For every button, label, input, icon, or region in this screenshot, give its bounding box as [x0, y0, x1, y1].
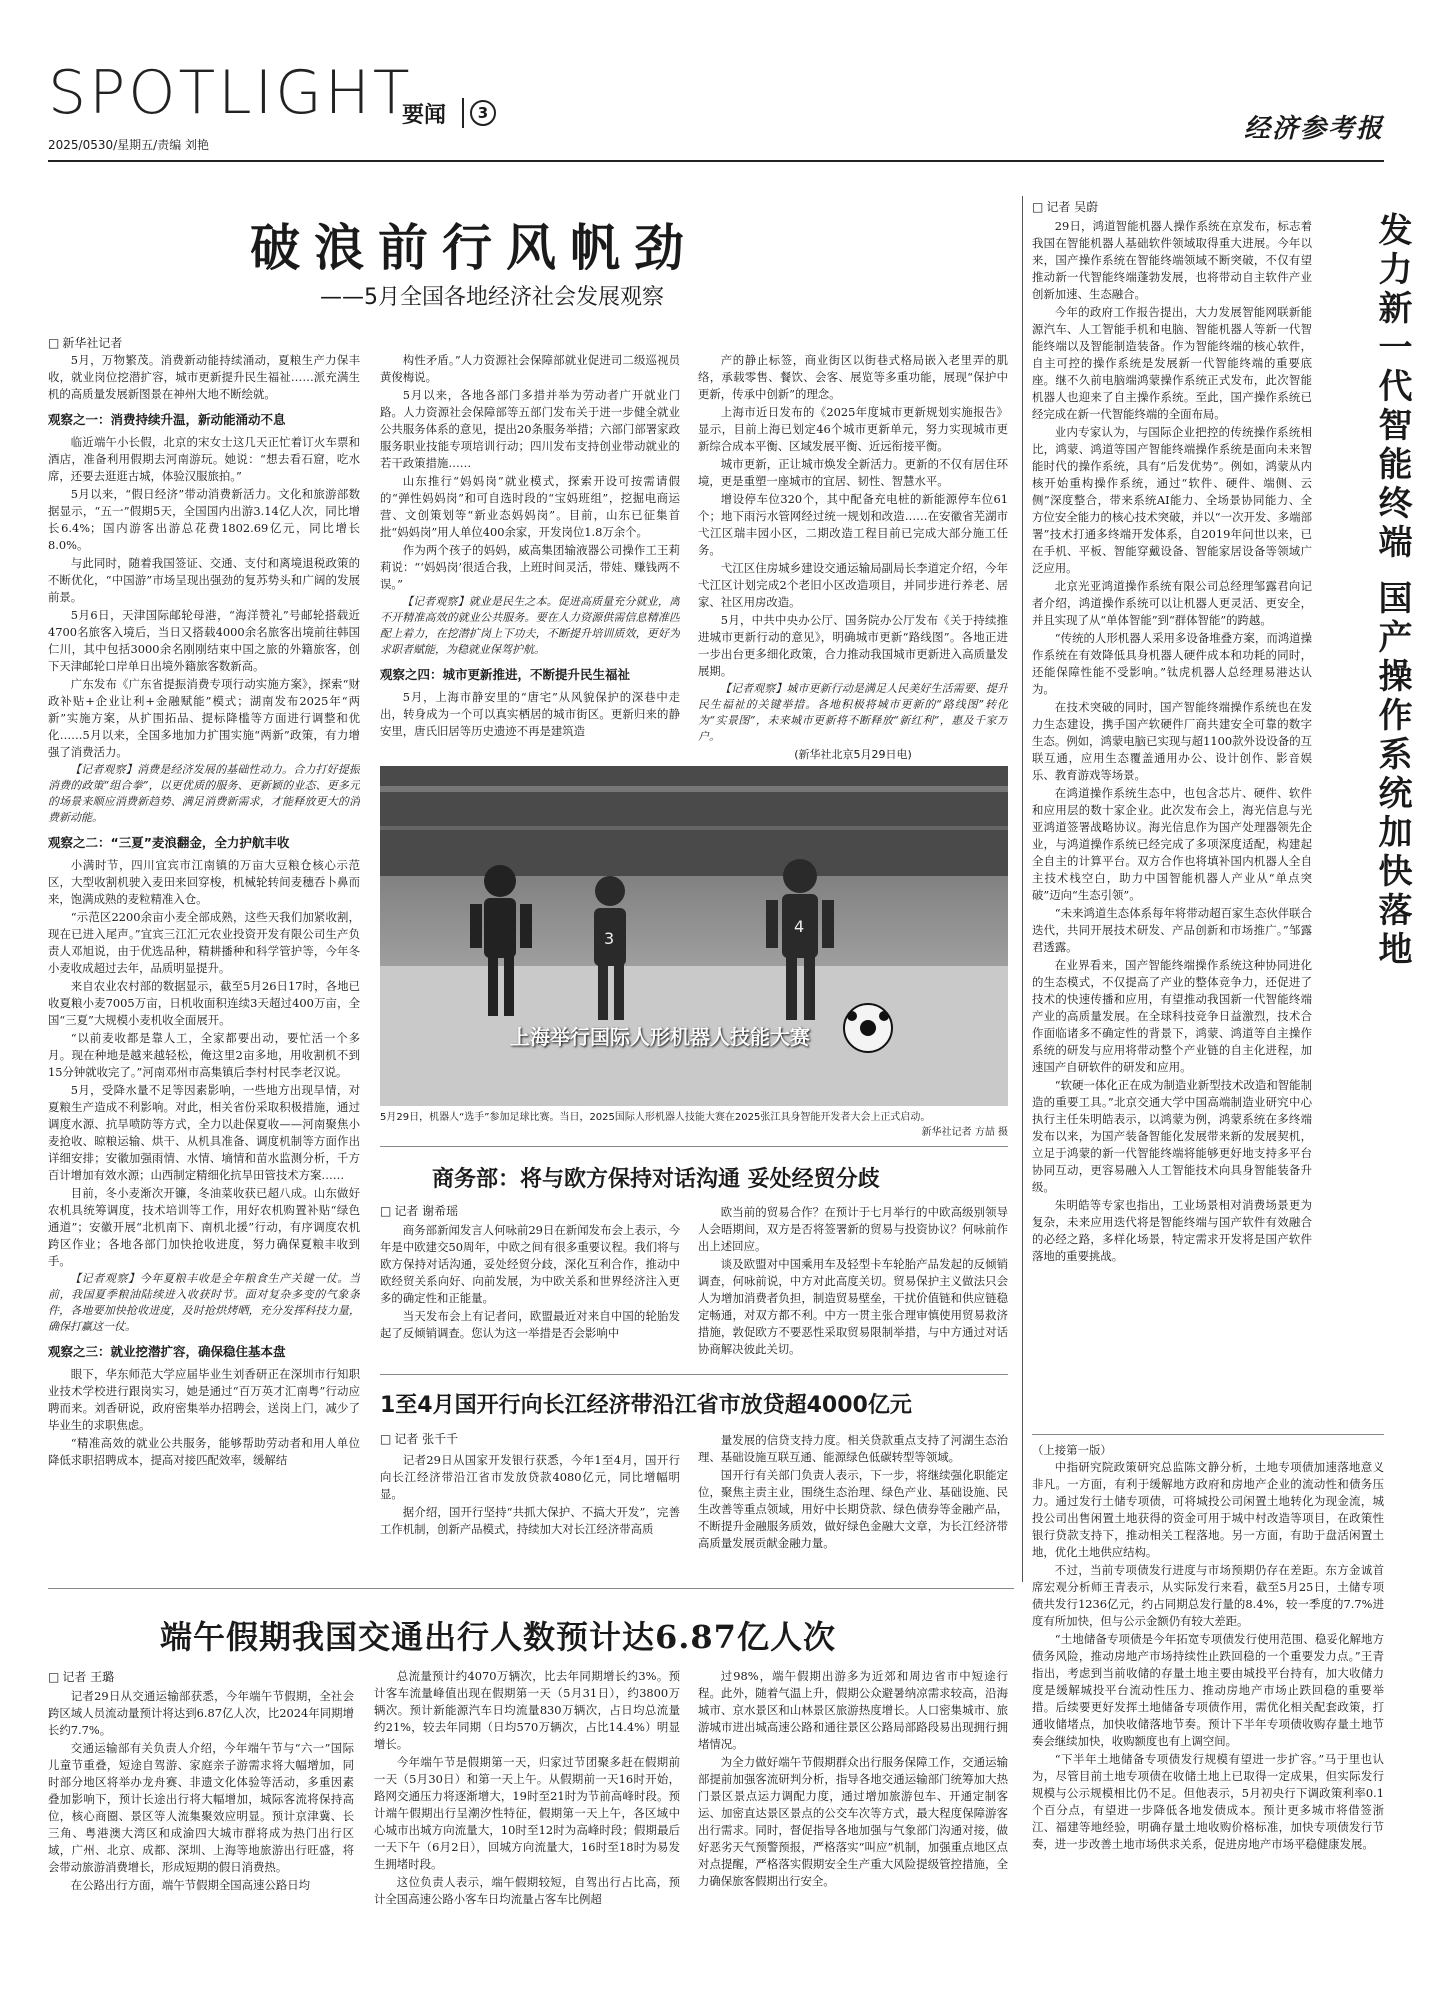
paragraph: “未来鸿道生态体系每年将带动超百家生态伙伴联合迭代，共同开展技术研发、产品创新和市场推广。”邹露君透露。 [1032, 906, 1312, 954]
svg-text:3: 3 [604, 929, 615, 948]
paragraph: 5月以来，各地各部门多措并举为劳动者广开就业门路。人力资源社会保障部等五部门发布关于进一步健全就业公共服务体系的意见，提出20条服务举措；六部门部署家政服务职业技能专项培训行动；四川发布支持创业带动就业的若干政策措施…… [380, 388, 680, 470]
paragraph: 构性矛盾。”人力资源社会保障部就业促进司二级巡视员黄俊梅说。 [380, 353, 680, 384]
lead-column-1 [48, 352, 360, 1577]
paragraph: “下半年土地储备专项债发行规模有望进一步扩容。”马于里也认为，尽管目前土地专项债在收储土地上已取得一定成果，但实际发行规模与公示规模相比仍不足。但他表示，5月初央行下调政策利率0.1个百分点，有望进一步降低各地发债成本。预计更多城市将借签浙江、福建等地经验，明确存量土地收购价格标准，加快专项债发行节奏，进一步改善土地市场供求关系，促进房地产市场平稳健康发展。 [1032, 1752, 1384, 1851]
paragraph: 过98%，端午假期出游多为近郊和周边省市中短途行程。此外，随着气温上升，假期公众避暑纳凉需求较高，沿海城市、京水景区和山林景区旅游热度增长。人口密集城市、旅游城市进出城高速公路和通往景区公路局部路段易出现拥行拥堵情况。 [698, 1669, 1008, 1751]
paragraph: “示范区2200余亩小麦全部成熟，这些天我们加紧收割，现在已进入尾声。”宜宾三江汇元农业投资开发有限公司生产负责人邓旭说，由于优选品种，精耕播种和科学管护等，今年冬小麦收成超过去年，品质明显提升。 [48, 910, 360, 975]
paragraph: 中指研究院政策研究总监陈文静分析，土地专项债加速落地意义非凡。一方面，有利于缓解地方政府和房地产企业的流动性和债务压力。通过发行土储专项债，可将城投公司闲置土地转化为现金流，城投公司出售闲置土地获得的资金可用于城中村改造等项目，在政策性银行贷款支持下，推动相关工程落地。另一方面，有助于盘活闲置土地，优化土地供应结构。 [1032, 1460, 1384, 1559]
travel-byline: □ 记者 王璐 [48, 1668, 114, 1685]
paragraph: 商务部新闻发言人何咏前29日在新闻发布会上表示，今年是中欧建交50周年，中欧之间有很多重要议程。我们将与欧方保持对话沟通，妥处经贸分歧，深化互利合作，推动中欧经贸关系向好、向前发展，为中欧关系和世界经济注入更多的确定性和正能量。 [380, 1223, 680, 1305]
paragraph: 不过，当前专项债发行进度与市场预期仍存在差距。东方金诚首席宏观分析师王青表示，从实际发行来看，截至5月25日，土储专项债共发行1236亿元，约占同期总发行量的8.4%，较一季度的7.7%进度有所加快，但与公示金额仍有较大差距。 [1032, 1563, 1384, 1628]
paragraph: 为全力做好端午节假期群众出行服务保障工作，交通运输部提前加强客流研判分析，指导各地交通运输部门统筹加大热门景区景点运力调配力度，通过增加旅游包车、开通定制客运、加密直达景区景点的公交车次等方式，最大程度保障游客出行需求。同时，督促指导各地加强与气象部门沟通对接，做好恶劣天气预警预报，严格落实“叫应”机制，加强重点地区点对点提醒，严格落实假期安全生产重大风险提级管控措施，全力确保旅客假期出行安全。 [698, 1755, 1008, 1888]
paragraph: 作为两个孩子的妈妈，威高集团输液器公司操作工王莉莉说：“‘妈妈岗’很适合我，上班时间灵活，带娃、赚钱两不误。” [380, 543, 680, 591]
masthead-spotlight: SPOTLIGHT [48, 58, 413, 128]
paragraph: 量发展的信贷支持力度。相关贷款重点支持了河湖生态治理、基础设施互联互通、能源绿色低碳转型等领域。 [698, 1433, 1008, 1464]
travel-column-1 [48, 1688, 354, 1980]
paragraph: 这位负责人表示，端午假期较短，自驾出行占比高，预计全国高速公路小客车日均流量占客车比例超 [374, 1875, 680, 1906]
paragraph: 在业界看来，国产智能终端操作系统这种协同进化的生态模式，不仅提高了产业的整体竞争力，还促进了技术的快速传播和应用，有望推动我国新一代智能终端产业的高质量发展。在全球科技竞争日益激烈，技术合作面临诸多不确定性的背景下，鸿蒙、鸿道等自主操作系统的研发与应用将带动整个产业链的自主化进程，加速国产自研软件的研发和应用。 [1032, 958, 1312, 1074]
paragraph: 总流量预计约4070万辆次，比去年同期增长约3%。预计客车流量峰值出现在假期第一天（5月31日），约3800万辆次。预计新能源汽车日均流量830万辆次，占日均总流量约21%，较去年同期（日均570万辆次，占比14.4%）明显增长。 [374, 1669, 680, 1751]
lead-column-3 [698, 352, 1008, 760]
date-line: 2025/0530/星期五/责编 刘艳 [48, 138, 210, 152]
lead-subheadline: ——5月全国各地经济社会发展观察 [320, 285, 664, 310]
divider [380, 1374, 1008, 1375]
land-article-continued [1032, 1442, 1384, 1980]
travel-column-3 [698, 1668, 1008, 1980]
cdb-column-2 [698, 1432, 1008, 1570]
paragraph: 据介绍，国开行坚持“共抓大保护、不搞大开发”，完善工作机制，创新产品模式，持续加大对长江经济带高质 [380, 1505, 680, 1536]
commerce-headline: 商务部：将与欧方保持对话沟通 妥处经贸分歧 [432, 1167, 880, 1192]
photo-credit: 新华社记者 方喆 摄 [921, 1127, 1008, 1138]
paragraph: 5月，上海市静安里的“唐宅”从风貌保护的深巷中走出，转身成为一个可以真实栖居的城市街区。更新归来的静安里，唐氏旧居等历史遗迹不再是建筑造 [380, 690, 680, 738]
news-photo-robots [380, 766, 1008, 1106]
robot-byline: □ 记者 吴蔚 [1032, 198, 1098, 215]
paragraph: 朱明皓等专家也指出，工业场景相对消费场景更为复杂，未来应用迭代将是智能终端与国产软件有效融合的必经之路，多样化场景，特定需求开发将是国产软件落地的重要挑战。 [1032, 1198, 1312, 1263]
reporter-note: 【记者观察】消费是经济发展的基础性动力。合力打好提振消费的政策“组合拳”，以更优质的服务、更新颖的业态、更多元的场景来顺应消费新趋势、满足消费新需求，才能释放更大的消费新动能。 [48, 763, 360, 824]
robot-headline-vertical: 发力新一代智能终端 国产操作系统加快落地 [1372, 212, 1412, 970]
paragraph: 增设停车位320个，其中配备充电桩的新能源停车位61个；地下雨污水管网经过统一规划和改造……在安徽省芜湖市弋江区瑞丰园小区，二期改造工程目前已完成大部分施工任务。 [698, 492, 1008, 557]
paragraph: 在技术突破的同时，国产智能终端操作系统也在发力生态建设，携手国产软硬件厂商共建安全可靠的数字生态。例如，鸿蒙电脑已实现与超1100款外设设备的互联互通，应用生态覆盖通用办公、设计创作、影音娱乐、教育游戏等场景。 [1032, 700, 1312, 782]
paragraph: “软硬一体化正在成为制造业新型技术改造和智能制造的重要工具。”北京交通大学中国高端制造业研究中心执行主任朱明皓表示，以鸿蒙为例，鸿蒙系统在多终端发布以来，为国产装备智能化发展带来新的发展契机，立足于鸿蒙的新一代智能终端将能够更好地支持多平台协同互动，更容易融入人工智能技术向具身智能装备升级。 [1032, 1078, 1312, 1194]
paragraph: 5月，受降水量不足等因素影响，一些地方出现旱情，对夏粮生产造成不利影响。对此，相关省份采取积极措施，通过调度水源、抗旱喷防等方式，全力以赴保夏收——河南聚焦小麦抢收、晾粮运输、烘干、从机具准备、调度机制等方面作出详细安排；安徽加强雨情、水情、墒情和苗水监测分析，千方百计增加有效水源；山西制定精细化抗旱田管技术方案…… [48, 1083, 360, 1182]
paragraph: 目前，冬小麦渐次开镰，冬油菜收获已超八成。山东做好农机具统筹调度，技术培训等工作，用好农机购置补贴“绿色通道”；安徽开展“北机南下、南机北援”行动，有序调度农机跨区作业；各地各部门加快抢收进度，努力确保夏粮丰收到手。 [48, 1186, 360, 1268]
paragraph: 今年的政府工作报告提出，大力发展智能网联新能源汽车、人工智能手机和电脑、智能机器人等新一代智能终端以及智能制造装备。作为智能终端的核心软件，自主可控的操作系统是发展新一代智能终端的重要底座。继不久前电脑端鸿蒙操作系统正式发布，此次智能机器人也迎来了自主操作系统。至此，国产操作系统已经完成在新一代智能终端的全面布局。 [1032, 305, 1312, 421]
paragraph: 临近端午小长假，北京的宋女士这几天正忙着订火车票和酒店，准备利用假期去河南游玩。她说：“想去看石窟，吃水席，还要去逛逛古城，体验汉服旅拍。” [48, 435, 360, 483]
paragraph: 交通运输部有关负责人介绍，今年端午节与“六一”国际儿童节重叠，短途自驾游、家庭亲子游需求将大幅增加，同时部分地区将举办龙舟赛、非遗文化体验等活动，多重因素叠加影响下，预计长途出行将大幅增加，城际客流将保持高位，核心商圈、景区等人流集聚效应明显。预计京津冀、长三角、粤港澳大湾区和成渝四大城市群将成为热门出行区域，广州、北京、成都、深圳、上海等地旅游出行旺盛，将会带动旅游消费增长，形成短期的假日消费热。 [48, 1741, 354, 1874]
lead-column-2 [380, 352, 680, 760]
paragraph: 5月6日，天津国际邮轮母港，“海洋赞礼”号邮轮搭载近4700名旅客入境后，当日又搭载4000余名旅客出境前往韩国仁川，其中包括3000余名刚刚结束中国之旅的外籍旅客，创下天津邮轮口岸单日出境外籍旅客数新高。 [48, 608, 360, 673]
commerce-byline: □ 记者 谢希瑶 [380, 1202, 458, 1219]
paragraph: 当天发布会上有记者问，欧盟最近对来自中国的轮胎发起了反倾销调查。您认为这一举措是否会影响中 [380, 1309, 680, 1340]
paragraph: 弋江区住房城乡建设交通运输局副局长李道定介绍，今年弋江区计划完成2个老旧小区改造项目，并同步进行养老、居家、社区用房改造。 [698, 561, 1008, 609]
reporter-note: 【记者观察】就业是民生之本。促进高质量充分就业，离不开精准高效的就业公共服务。要在人力资源供需信息精准匹配上着力，在挖潜扩岗上下功夫，不断提升培训质效，更好为求职者赋能，为稳就业保驾护航。 [380, 595, 680, 656]
section-heading: 观察之一：消费持续升温，新动能涌动不息 [48, 412, 286, 427]
divider [48, 1588, 1014, 1589]
column-divider [1022, 196, 1023, 1582]
paragraph: 城市更新，正让城市焕发全新活力。更新的不仅有居住环境，更是重塑一座城市的宜居、韧性、智慧水平。 [698, 457, 1008, 488]
robot-article-body [1032, 218, 1312, 1430]
paragraph: “土地储备专项债是今年拓宽专项债发行使用范围、稳妥化解地方债务风险，推动房地产市场持续性止跌回稳的一个重要发力点。”王青指出，考虑到当前收储的存量土地主要由城投平台持有，加大收储力度是缓解城投平台流动性压力、推动房地产市场止跌回稳的重要举措。后续要更好发挥土地储备专项债作用，需优化相关配套政策，打通收储堵点，加快收储落地节奏。预计下半年专项债收购存量土地节奏会继续加快，收购额度也有上调空间。 [1032, 1632, 1384, 1748]
section-heading: 观察之三：就业挖潜扩容，确保稳住基本盘 [48, 1344, 286, 1359]
travel-column-2 [374, 1668, 680, 1980]
soccer-ball [844, 1004, 892, 1052]
svg-text:4: 4 [794, 917, 805, 936]
paragraph: 5月，中共中央办公厅、国务院办公厅发布《关于持续推进城市更新行动的意见》，明确城市更新“路线图”。各地正进一步出台更多细化政策，合力推动我国城市更新进入高质量发展期。 [698, 613, 1008, 678]
photo-overlay-title: 上海举行国际人形机器人技能大赛 [510, 1025, 810, 1049]
lead-headline: 破浪前行风帆劲 [250, 218, 698, 277]
paragraph: 山东推行“妈妈岗”就业模式，探索开设可按需请假的“弹性妈妈岗”和可自选时段的“宝妈班组”，挖掘电商运营、文创策划等“新业态妈妈岗”。目前，山东已征集首批“妈妈岗”用人单位400余家，开发岗位1.8万余个。 [380, 474, 680, 539]
paragraph: 国开行有关部门负责人表示，下一步，将继续强化职能定位，聚焦主责主业，围绕生态治理、绿色产业、基础设施、民生改善等重点领域，用好中长期贷款、绿色债券等金融产品，不断提升金融服务质效，做好绿色金融大文章，为长江经济带高质量发展贡献金融力量。 [698, 1468, 1008, 1550]
cdb-headline: 1至4月国开行向长江经济带沿江省市放贷超4000亿元 [380, 1393, 912, 1418]
section-heading: 观察之二：“三夏”麦浪翻金，全力护航丰收 [48, 835, 290, 850]
paragraph: 上海市近日发布的《2025年度城市更新规划实施报告》显示，目前上海已划定46个城市更新单元，努力实现城市更新综合成本平衡、区域发展平衡、近远衔接平衡。 [698, 405, 1008, 453]
paragraph: “以前麦收都是靠人工，全家都要出动，要忙活一个多月。现在种地是越来越轻松，俺这里2亩多地，用收割机不到15分钟就收完了。”河南邓州市高集镇后李村村民李老汉说。 [48, 1031, 360, 1079]
photo-caption-text: 5月29日，机器人“选手”参加足球比赛。当日，2025国际人形机器人技能大赛在2025张江具身智能开发者大会上正式启动。 [380, 1112, 931, 1123]
paragraph: 来自农业农村部的数据显示，截至5月26日17时，各地已收夏粮小麦7005万亩，日机收面积连续3天超过400万亩，全国“三夏”大规模小麦机收全面展开。 [48, 979, 360, 1027]
paragraph: 眼下，华东师范大学应届毕业生刘香研正在深圳市行知职业技术学校进行跟岗实习，她是通过“百万英才汇南粤”行动应聘而来。刘香研说，政府密集举办招聘会，送岗上门，减少了毕业生的求职焦虑。 [48, 1367, 360, 1432]
reporter-note: 【记者观察】今年夏粮丰收是全年粮食生产关键一仗。当前，我国夏季粮油陆续进入收获时节。面对复杂多变的气象条件，各地要加快抢收进度，及时抢烘烤晒，充分发挥科技力量，确保打赢这一仗。 [48, 1272, 360, 1333]
commerce-column-1 [380, 1222, 680, 1362]
dateline: (新华社北京5月29日电) [794, 748, 912, 760]
paragraph: 在公路出行方面，端午节假期全国高速公路日均 [70, 1878, 311, 1892]
robot-soccer-illustration [380, 766, 1008, 1106]
divider [380, 1146, 1008, 1147]
paragraph: 北京光亚鸿道操作系统有限公司总经理邹露君向记者介绍，鸿道操作系统可以让机器人更灵活、更安全，并且实现了从“单体智能”到“群体智能”的跨越。 [1032, 579, 1312, 627]
paragraph: 产的静止标签，商业街区以街巷式格局嵌入老里弄的肌络，承载零售、餐饮、会客、展览等多重功能，展现“保护中更新，传承中创新”的理念。 [698, 353, 1008, 401]
lead-byline: □ 新华社记者 [48, 334, 122, 351]
section-heading: 观察之四：城市更新推进，不断提升民生福祉 [380, 667, 631, 682]
travel-headline: 端午假期我国交通出行人数预计达6.87亿人次 [160, 1618, 836, 1656]
paragraph: 记者29日从国家开发银行获悉，今年1至4月，国开行向长江经济带沿江省市发放贷款4080亿元，同比增幅明显。 [380, 1453, 680, 1501]
cdb-byline: □ 记者 张千千 [380, 1430, 458, 1447]
header-divider [462, 98, 464, 128]
reporter-note: 【记者观察】城市更新行动是满足人民美好生活需要、提升民生福祉的关键举措。各地积极将城市更新的“路线图”转化为“实景图”，未来城市更新将不断释放“新红利”，惠及千家万户。 [698, 682, 1008, 743]
paragraph: 小满时节，四川宜宾市江南镇的万亩大豆粮仓核心示范区，大型收割机驶入麦田来回穿梭，机械轮转间麦穗吞卜鼻而来，饱满成熟的麦粒精准入仓。 [48, 858, 360, 906]
paragraph: 5月，万物繁茂。消费新动能持续涌动，夏粮生产力保丰收，就业岗位挖潜扩容，城市更新提升民生福祉……派充满生机的高质量发展新图景在神州大地不断绘就。 [48, 353, 360, 401]
paragraph: 29日，鸿道智能机器人操作系统在京发布，标志着我国在智能机器人基础软件领域取得重大进展。今年以来，国产操作系统在智能终端领域不断突破，不仅有望推动新一代智能终端蓬勃发展，也将带动自主软件产业创新加速、生态融合。 [1032, 219, 1312, 301]
page-number: 3 [470, 100, 496, 126]
paragraph: “传统的人形机器人采用多设备堆叠方案，而鸿道操作系统在有效降低具身机器人硬件成本和功耗的同时，还能保障性能不受影响。”钛虎机器人总经理易港达认为。 [1032, 631, 1312, 696]
paragraph: 与此同时，随着我国签证、交通、支付和离境退税政策的不断优化，“中国游”市场呈现出强劲的复苏势头和广阔的发展前景。 [48, 556, 360, 604]
paragraph: 在鸿道操作系统生态中，也包含芯片、硬件、软件和应用层的数十家企业。此次发布会上，海光信息与光亚鸿道签署战略协议。海光信息作为国产处理器领先企业，与鸿道操作系统已经完成了多项深度适配，构建起全自主的计算平台。双方合作也将填补国内机器人全自主技术栈空白，助力中国智能机器人产业从“单点突破”迈向“生态引领”。 [1032, 786, 1312, 902]
paragraph: 记者29日从交通运输部获悉，今年端午节假期，全社会跨区域人员流动量预计将达到6.87亿人次，比2024年同期增长约7.7%。 [48, 1689, 354, 1737]
divider [1032, 1434, 1384, 1435]
paragraph: 欧当前的贸易合作？在预计于七月举行的中欧高级别领导人会晤期间，双方是否将签署新的贸易与投资协议？何咏前作出上述回应。 [698, 1205, 1008, 1253]
continued-marker: （上接第一版） [1032, 1443, 1112, 1457]
header-rule [48, 160, 1384, 162]
paragraph: 广东发布《广东省提振消费专项行动实施方案》，探索“财政补贴+企业让利+金融赋能”模式；湖南发布2025年“两新”实施方案，从扩围拓品、提标降槛等方面进行调整和优化……5月以来，全国多地加力扩围实施“两新”政策，有力增强了消费活力。 [48, 677, 360, 759]
paragraph: 5月以来，“假日经济”带动消费新活力。文化和旅游部数据显示，“五一”假期5天，全国国内出游3.14亿人次，同比增长6.4%；国内游客出游总花费1802.69亿元，同比增长8.0%。 [48, 487, 360, 552]
paragraph: 业内专家认为，与国际企业把控的传统操作系统相比，鸿蒙、鸿道等国产智能终端操作系统是面向未来智能时代的操作系统，具有“后发优势”。例如，鸿蒙从内核开始重构操作系统，通过“软件、硬件、端侧、云侧”深度整合，带来系统AI能力、全场景协同能力、全方位安全能力的核心技术突破，并以“一次开发、多端部署”技术打通多终端开发体系，自2019年问世以来，已在手机、平板、智能穿戴设备、智能家居设备等领域广泛应用。 [1032, 425, 1312, 575]
photo-caption [380, 1110, 1008, 1140]
paragraph: 谈及欧盟对中国乘用车及轻型卡车轮胎产品发起的反倾销调查，何咏前说，中方对此高度关切。贸易保护主义做法只会人为增加消费者负担，制造贸易壁垒，干扰价值链和供应链稳定畅通，对双方都不利。中方一贯主张合理审慎使用贸易救济措施，敦促欧方不要恶性采取贸易限制举措，与中方通过对话协商解决彼此关切。 [698, 1257, 1008, 1356]
section-name: 要闻 [402, 103, 447, 128]
paragraph: 今年端午节是假期第一天，归家过节团聚多赶在假期前一天（5月30日）和第一天上午。从假期前一天16时开始，路网交通压力将逐渐增大，19时至21时为节前高峰时段。预计端午假期出行呈潮汐性特征，假期第一天上午，各区域中心城市出城方向流量大，10时至12时为高峰时段；假期最后一天下午（6月2日），回城方向流量大，16时至18时为易发生拥堵时段。 [374, 1755, 680, 1871]
newspaper-logo: 经济参考报 [1243, 114, 1384, 144]
commerce-column-2 [698, 1204, 1008, 1362]
paragraph: “精准高效的就业公共服务，能够帮助劳动者和用人单位降低求职招聘成本，提高对接匹配效率，缓解结 [48, 1436, 360, 1467]
cdb-column-1 [380, 1452, 680, 1570]
